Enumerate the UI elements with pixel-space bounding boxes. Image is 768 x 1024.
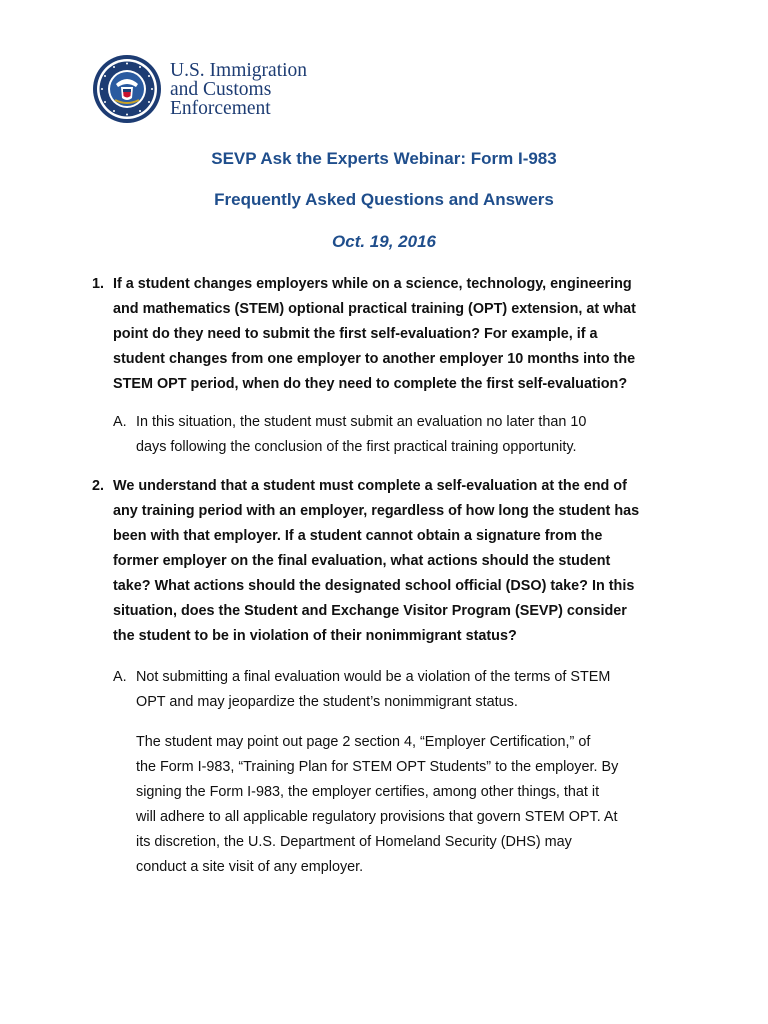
page-date: Oct. 19, 2016 [332, 232, 436, 251]
agency-name-line1: U.S. Immigration [170, 59, 308, 81]
page-subtitle: Frequently Asked Questions and Answers [214, 190, 554, 209]
agency-name-line2: and Customs [170, 78, 272, 100]
answer-letter: A. [113, 414, 127, 430]
question-line: the student to be in violation of their nonimmigrant status? [113, 628, 517, 644]
answer-line: Not submitting a final evaluation would be a violation of the terms of STEM [136, 669, 611, 685]
question-line: We understand that a student must complete a self-evaluation at the end of [113, 478, 627, 494]
question-line: If a student changes employers while on a science, technology, engineering [113, 276, 632, 292]
question-line: situation, does the Student and Exchange Visitor Program (SEVP) consider [113, 603, 627, 619]
answer-line: The student may point out page 2 section 4, “Employer Certification,” of [136, 734, 591, 750]
page-title: SEVP Ask the Experts Webinar: Form I-983 [211, 149, 557, 168]
answer-line: will adhere to all applicable regulatory provisions that govern STEM OPT. At [136, 809, 618, 825]
question-line: point do they need to submit the first self-evaluation? For example, if a [113, 326, 598, 342]
agency-name [170, 61, 307, 118]
question-line: student changes from one employer to another employer 10 months into the [113, 351, 636, 367]
answer-line: In this situation, the student must submit an evaluation no later than 10 [136, 414, 587, 430]
question-line: take? What actions should the designated school official (DSO) take? In this [113, 578, 635, 594]
question-line: STEM OPT period, when do they need to complete the first self-evaluation? [113, 376, 628, 392]
answer-line: days following the conclusion of the first practical training opportunity. [136, 439, 577, 455]
answer-line: OPT and may jeopardize the student’s nonimmigrant status. [136, 694, 518, 710]
dhs-seal-icon [92, 54, 162, 124]
answer-line: the Form I-983, “Training Plan for STEM OPT Students” to the employer. By [136, 759, 619, 775]
answer-letter: A. [113, 669, 127, 685]
question-line: been with that employer. If a student cannot obtain a signature from the [113, 528, 603, 544]
question-number: 2. [92, 478, 105, 494]
answer-line: conduct a site visit of any employer. [136, 859, 364, 875]
question-line: any training period with an employer, regardless of how long the student has [113, 503, 640, 519]
question-number: 1. [92, 276, 105, 292]
question-line: and mathematics (STEM) optional practical training (OPT) extension, at what [113, 301, 636, 317]
question-line: former employer on the final evaluation, what actions should the student [113, 553, 611, 569]
agency-name-line3: Enforcement [170, 97, 271, 119]
answer-line: signing the Form I-983, the employer certifies, among other things, that it [136, 784, 600, 800]
ice-logo [92, 48, 316, 130]
answer-line: its discretion, the U.S. Department of Homeland Security (DHS) may [136, 834, 572, 850]
